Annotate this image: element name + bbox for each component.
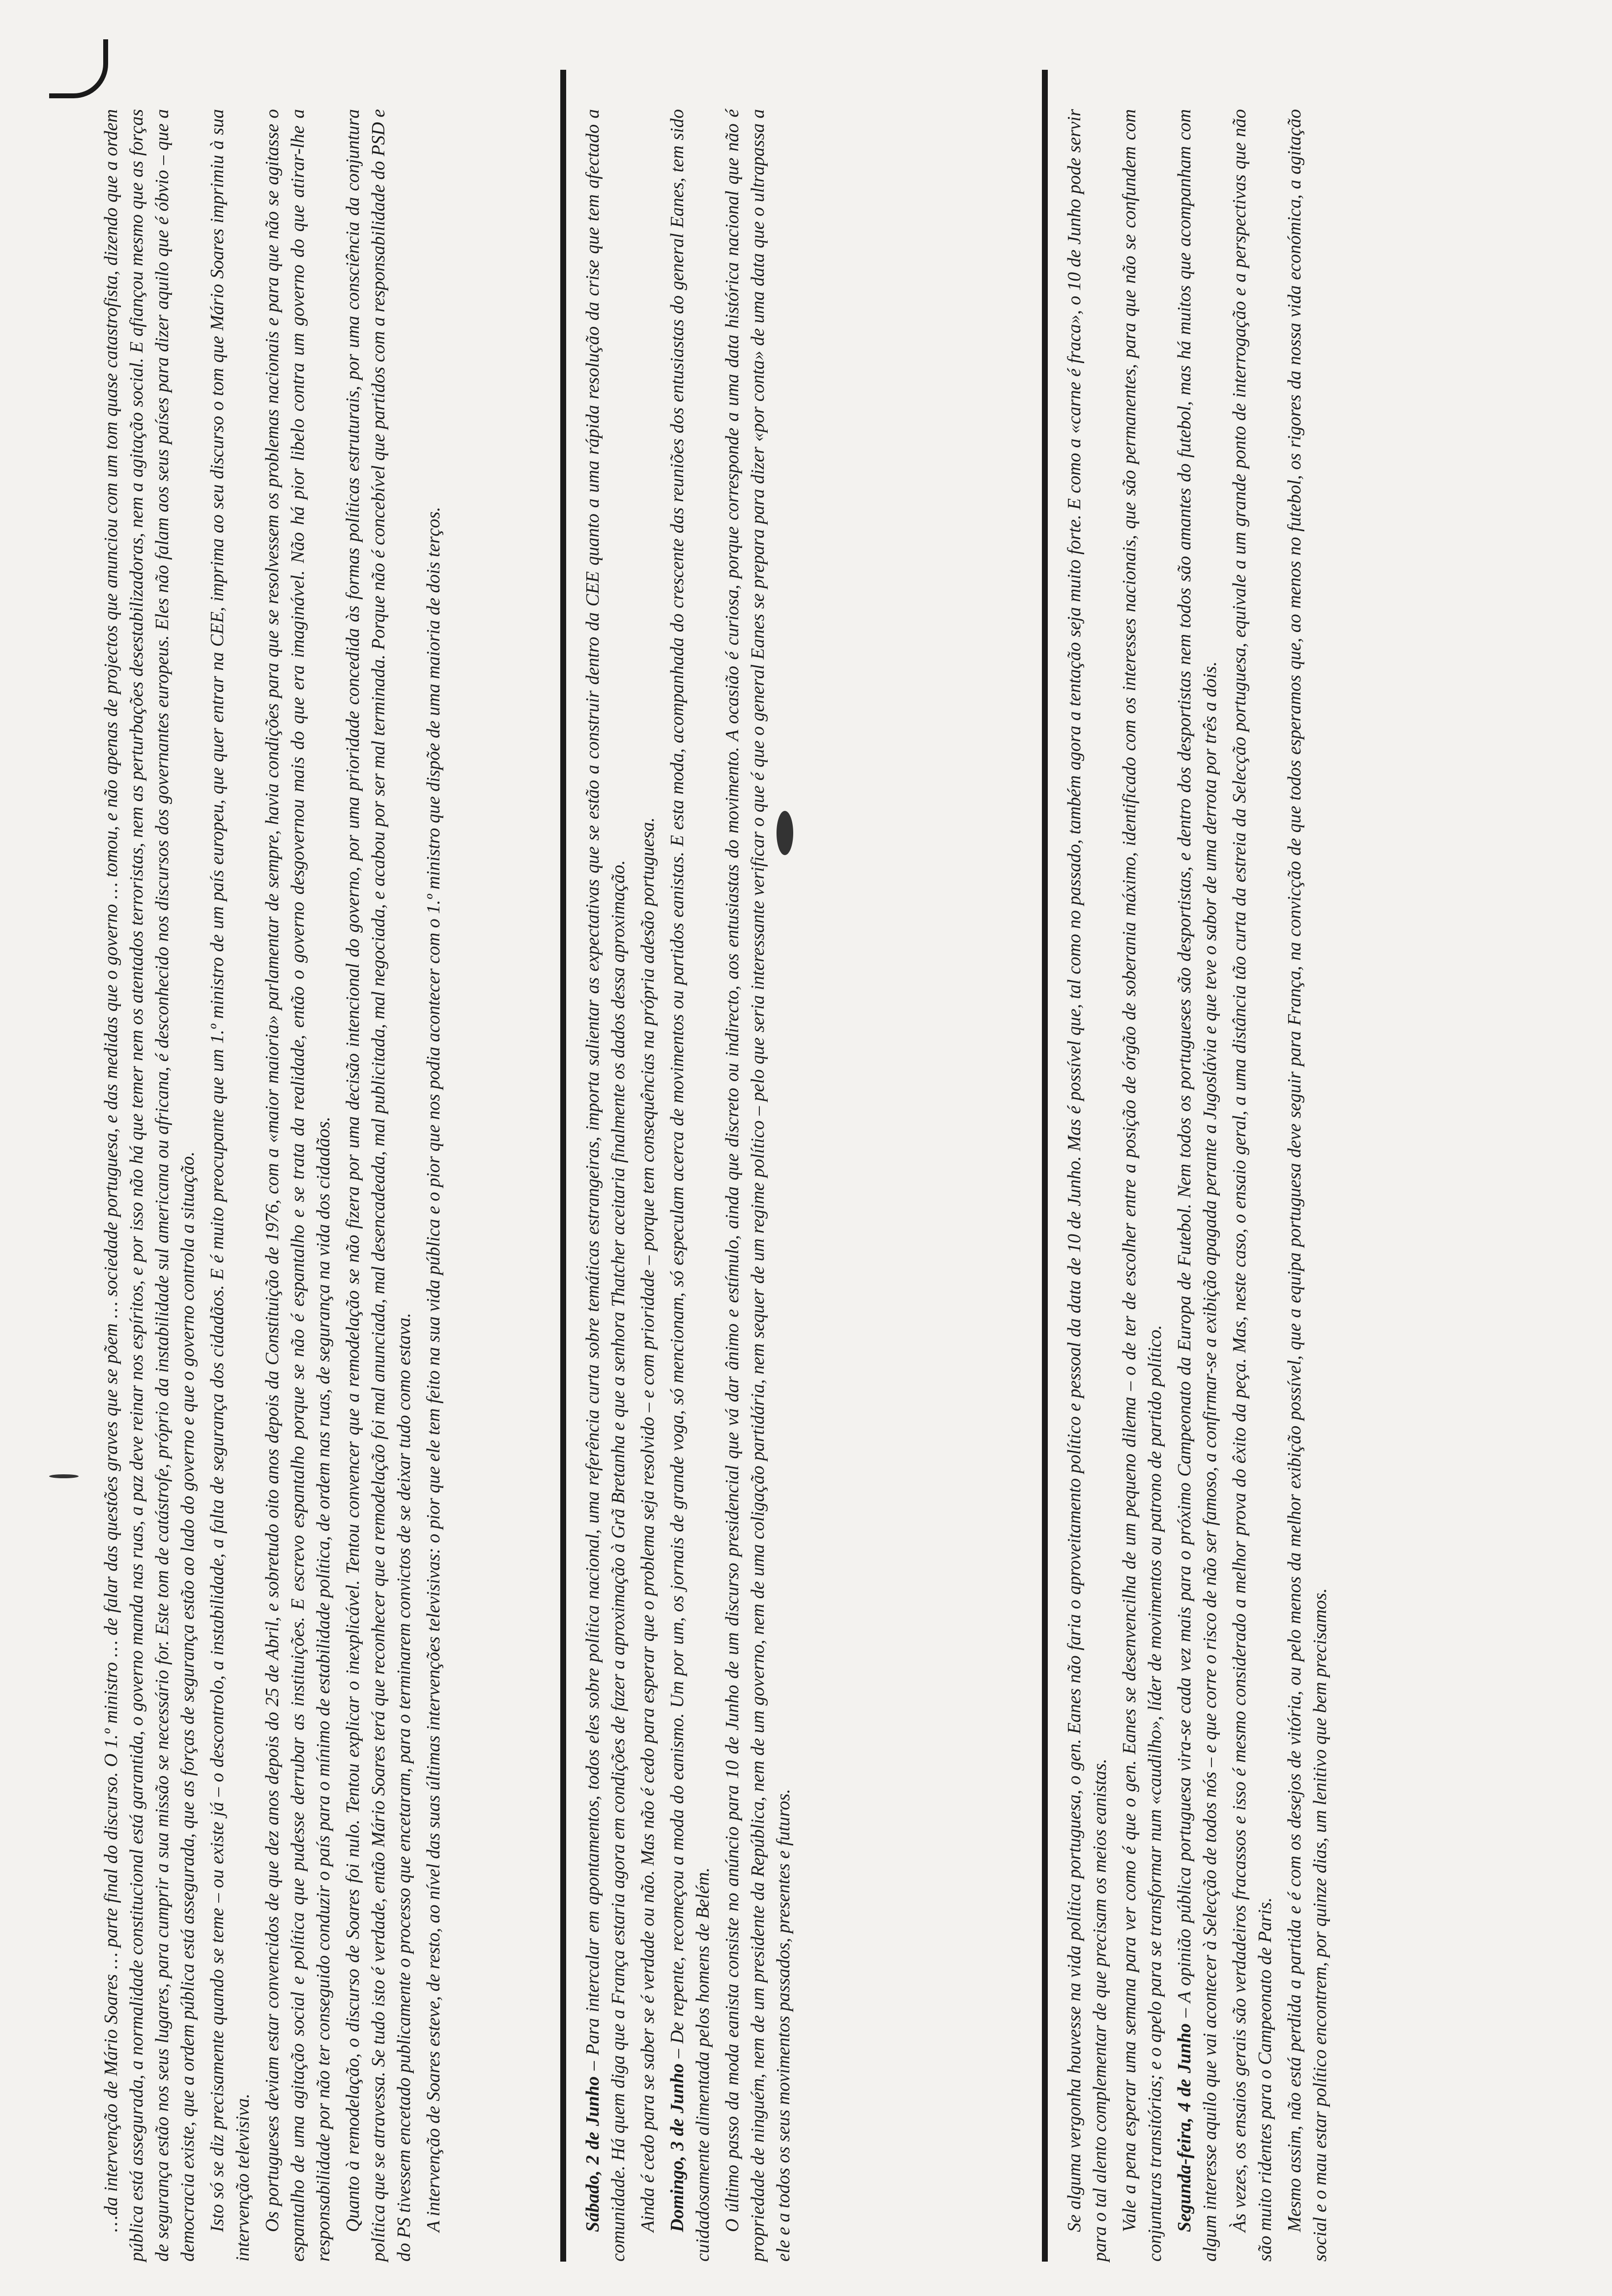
paragraph-text: Ainda é cedo para se saber se é verdade ou não. Mas não é cedo para esperar que o problema seja resolvido – e com prioridade – porque tem consequências na própria adesão portuguesa. (637, 817, 658, 2232)
paragraph: …da intervenção de Mário Soares … parte final do discurso. O 1.º ministro … de falar das questões graves que se põem … sociedade portuguesa, e das medidas que o governo … tomou, e não apenas de projectos que anunciou com um tom quase catastrofista, dizendo que a ordem pública está assegurada, a normalidade constitucional está garantida, o governo manda nas ruas, a paz deve reinar nos espíritos, e por isso não há que temer nem os atentados terroristas, nem as perturbações desestabilizadoras, nem a agitação social. E afiançou mesmo que as forças de segurança estão nos seus lugares, para cumprir a sua missão se necessário for. Este tom de catástrofe, próprio da instabilidade sul americana ou africana, é desconhecido nos discursos dos governantes europeus. Eles não falam aos seus países para dizer aquilo que é óbvio – que a democracia existe, que a ordem pública está assegurada, que as forças de segurança estão ao lado do governo e que o governo controla a situação. (101, 109, 198, 2262)
paragraph (1062, 109, 1113, 2262)
paragraph (720, 109, 796, 2262)
paragraph-text: Mesmo assim, não está perdida a partida e é com os desejos de vitória, ou pelo menos da melhor exibição possível, que a equipa portuguesa deve seguir para França, na convicção de que todos esperamos que, ao menos no futebol, os rigores da nossa vida económica, a agitação social e o mau estar político encontrem, por quinze dias, um lenitivo que bem precisamos. (1284, 109, 1330, 2262)
article-band-middle (580, 70, 1022, 2262)
paragraph: Quanto à remodelação, o discurso de Soares foi nulo. Tentou explicar o inexplicável. Tentou convencer que a remodelação se não fizera por uma decisão intencional do governo, por uma prioridade concedida às formas políticas estruturais, por uma consciência da conjuntura política que se atravessa. Se tudo isto é verdade, então Mário Soares terá que reconhecer que a remodelação foi mal anunciada, mal desencadeada, mal publicitada, mal negociada, e acabou por ser mal terminada. Porque não é concebível que partidos com a responsabilidade do PSD e do PS tivessem encetado publicamente o processo que encetaram, para o terminarem convictos de se deixar tudo como estava. (343, 109, 414, 2262)
article-body (98, 70, 1524, 2262)
paragraph: A intervenção de Soares esteve, de resto, ao nível das suas últimas intervenções televisivas: o pior que ele tem feito na sua vida pública e o pior que nos podia acontecer com o 1.º ministro que dispõe de uma maioria de dois terços. (423, 507, 444, 2232)
paragraph-text: – A opinião pública portuguesa vira-se cada vez mais para o próximo Campeonato da Europa de Futebol. Nem todos os portugueses são desportistas, e dentro dos desportistas nem todos são amantes do futebol, mas há muitos que acompanham com algum interesse aquilo que vai acontecer à Selecção de todos nós – e que corre o risco de não ser famoso, a confirmar-se a exibição apagada perante a Jugoslávia e que teve o sabor de uma derrota por três a dois. (1174, 109, 1220, 2262)
paragraph-text: O último passo da moda eanista consiste no anúncio para 10 de Junho de um discurso presidencial que vá dar ânimo e estímulo, ainda que discreto ou indirecto, aos entusiastas do movimento. A ocasião é curiosa, porque corresponde a uma data histórica nacional que não é propriedade de ninguém, nem de um presidente da República, nem de um governo, nem de uma coligação partidária, nem sequer de um regime político – pelo que seria interessante verificar o que é que o general Eanes se prepara para dizer «por conta» de uma data que o ultrapassa a ele e a todos os seus movimentos passados, presentes e futuros. (722, 109, 794, 2262)
section-divider (560, 70, 566, 2262)
paragraph (1282, 109, 1333, 2262)
paragraph: Os portugueses deviam estar convencidos de que dez anos depois do 25 de Abril, e sobretudo oito anos depois da Constituição de 1976, com a «maior maioria» parlamentar de sempre, havia condições para que se resolvessem os problemas nacionais e para que não se agitasse o espantalho de uma agitação social e política que pudesse derrubar as instituições. E escrevo espantalho porque se não é espantalho e se trata da realidade, então o governo desgovernou mais do que era imaginável. Não há pior libelo contra um governo do que atirar-lhe a responsabilidade por não ter conseguido conduzir o país para o mínimo de estabilidade política, de ordem nas ruas, de segurança na vida dos cidadãos. (262, 109, 334, 2262)
paragraph: Isto só se diz precisamente quando se teme – ou existe já – o descontrolo, a instabilidade, a falta de segurança dos cidadãos. E é muito preocupante que um 1.º ministro de um país europeu, que quer entrar na CEE, imprima ao seu discurso o tom que Mário Soares imprimiu à sua intervenção televisiva. (207, 109, 253, 2262)
paragraph-text: – De repente, recomeçou a moda do eanismo. Um por um, os jornais de grande voga, só mencionam, só especulam acerca de movimentos ou partidos eanistas. E esta moda, acompanhada do crescente das reuniões dos entusiastas do general Eanes, tem sido cuidadosamente alimentada pelos homens de Belém. (667, 109, 713, 2262)
article-band-bottom (1062, 70, 1504, 2262)
paragraph (1227, 109, 1278, 2262)
paragraph-text: – Para intercalar em apontamentos, todos eles sobre política nacional, uma referência curta sobre temáticas estrangeiras, importa salientar as expectativas que se estão a construir dentro da CEE quanto a uma rápida resolução da crise que tem afectado a comunidade. Há quem diga que a França estaria agora em condições de fazer a aproximação à Grã Bretanha e que a senhora Thatcher aceitaria finalmente os dados dessa aproximação. (582, 109, 629, 2262)
day-heading: Domingo, 3 de Junho (667, 2063, 688, 2232)
paragraph-text: Vale a pena esperar uma semana para ver como é que o gen. Eanes se desenvencilha de um pequeno dilema – o de ter de escolher entre a posição de órgão de soberania máximo, identificado com os interesses nacionais, que são permanentes, para que não se confundem com conjunturas transitórias; e o apelo para se transformar num «caudilho», líder de movimentos ou patrono de partido político. (1119, 109, 1165, 2262)
scan-artifact (777, 811, 793, 855)
paragraph-text: Se alguma vergonha houvesse na vida política portuguesa, o gen. Eanes não faria o aproveitamento político e pessoal da data de 10 de Junho. Mas é possível que, tal como no passado, também agora a tentação seja muito forte. E como a «carne é fraca», o 10 de Junho pode servir para o tal alento complementar de que precisam os meios eanistas. (1064, 109, 1110, 2262)
day-heading: Sábado, 2 de Junho (582, 2076, 603, 2232)
scan-artifact (49, 1474, 79, 1478)
paragraph-text: Às vezes, os ensaios gerais são verdadeiros fracassos e isso é mesmo considerado a melhor prova do êxito da peça. Mas, neste caso, o ensaio geral, a uma distância tão curta da estreia da Selecção portuguesa, equivale a um grande ponto de interrogação e a perspectivas que não são muito ridentes para o Campeonato de Paris. (1229, 109, 1275, 2262)
paragraph (1172, 109, 1223, 2262)
day-heading: Segunda-feira, 4 de Junho (1174, 2023, 1195, 2232)
paragraph (1117, 109, 1168, 2262)
paragraph (635, 109, 661, 2262)
paragraph (580, 109, 631, 2262)
section-divider (1042, 70, 1048, 2262)
article-band-top (98, 70, 541, 2262)
paragraph (664, 109, 716, 2262)
